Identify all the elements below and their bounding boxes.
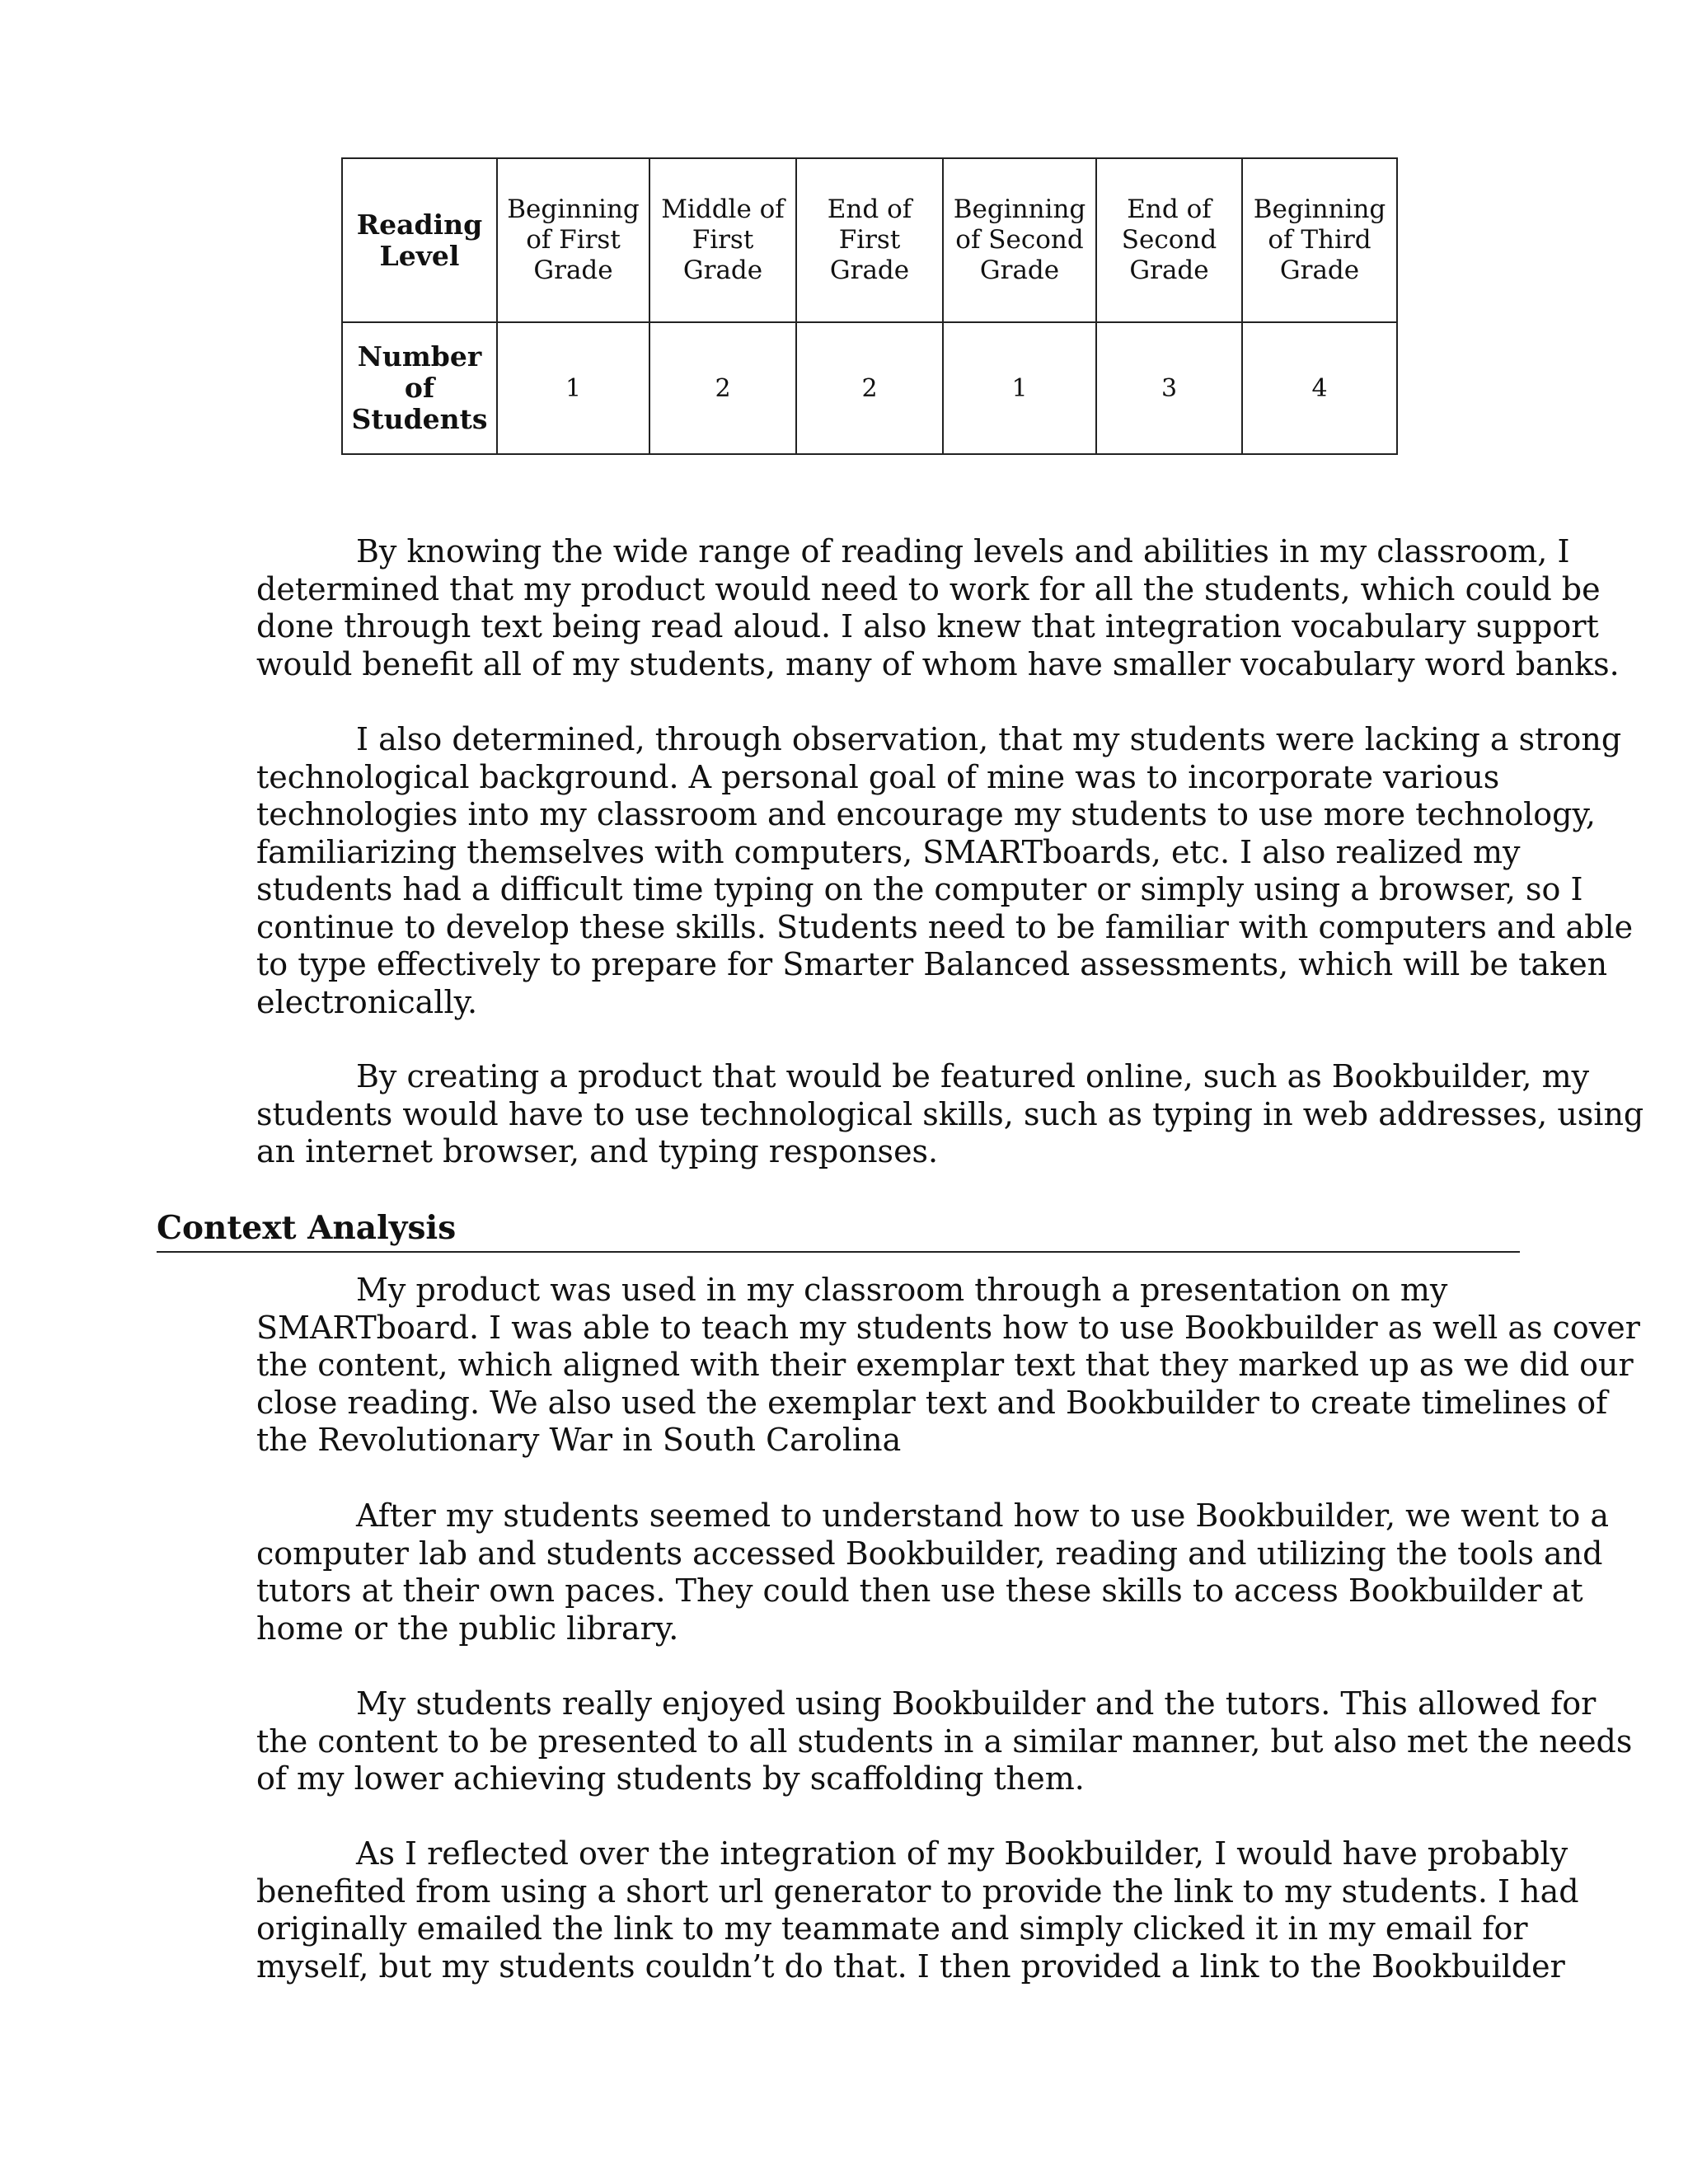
text-line: SMARTboard. I was able to teach my students how to use Bookbuilder as well as cover: [256, 1309, 1640, 1346]
text-line: students had a difficult time typing on the computer or simply using a browser, so I: [256, 871, 1583, 907]
text-line: the content to be presented to all students in a similar manner, but also met the needs: [256, 1722, 1633, 1760]
text-line: home or the public library.: [256, 1610, 679, 1647]
table-cell: Beginning of First Grade: [497, 158, 649, 322]
table-cell: 2: [796, 322, 943, 454]
text-line: students would have to use technological skills, such as typing in web addresses, using: [256, 1095, 1644, 1132]
text-line: tutors at their own paces. They could then use these skills to access Bookbuilder at: [256, 1572, 1583, 1609]
text-line: of my lower achieving students by scaffolding them.: [256, 1760, 1085, 1797]
text-line: My students really enjoyed using Bookbuilder and the tutors. This allowed for: [356, 1685, 1597, 1722]
text-line: would benefit all of my students, many of whom have smaller vocabulary word banks.: [256, 645, 1620, 682]
paragraph-reflection: [256, 1835, 1579, 1985]
row-header-reading-level: Reading Level: [342, 158, 497, 322]
text-line: As I reflected over the integration of my Bookbuilder, I would have probably: [356, 1835, 1568, 1872]
table-cell: 1: [943, 322, 1096, 454]
text-line: After my students seemed to understand how to use Bookbuilder, we went to a: [356, 1497, 1609, 1534]
section-heading: Context Analysis: [157, 1208, 1520, 1253]
paragraph-students-enjoyed: [256, 1685, 1633, 1798]
text-line: technological background. A personal goal of mine was to incorporate various: [256, 758, 1500, 795]
reading-level-table: [341, 157, 1398, 455]
table-cell: 4: [1242, 322, 1397, 454]
text-line: done through text being read aloud. I also knew that integration vocabulary support: [256, 608, 1599, 644]
text-line: electronically.: [256, 983, 478, 1020]
table-cell: End of First Grade: [796, 158, 943, 322]
text-line: My product was used in my classroom through a presentation on my: [356, 1272, 1448, 1308]
text-line: technologies into my classroom and encourage my students to use more technology,: [256, 796, 1596, 832]
paragraph-product-used: [256, 1272, 1640, 1460]
text-line: By knowing the wide range of reading levels and abilities in my classroom, I: [356, 533, 1570, 569]
table-row: [342, 158, 1397, 322]
table-row: [342, 322, 1397, 454]
table-cell: Beginning of Third Grade: [1242, 158, 1397, 322]
text-line: I also determined, through observation, that my students were lacking a strong: [356, 721, 1622, 757]
paragraph-bookbuilder-online: [256, 1058, 1644, 1171]
text-line: myself, but my students couldn’t do that. I then provided a link to the Bookbuilder: [256, 1947, 1565, 1985]
paragraph-reading-levels: [256, 533, 1620, 683]
paragraph-computer-lab: [256, 1497, 1609, 1647]
paragraph-technology-background: [256, 721, 1634, 1021]
text-line: By creating a product that would be featured online, such as Bookbuilder, my: [356, 1058, 1590, 1094]
text-line: originally emailed the link to my teammate and simply clicked it in my email for: [256, 1910, 1528, 1947]
text-line: determined that my product would need to work for all the students, which could be: [256, 570, 1601, 607]
table-cell: 1: [497, 322, 649, 454]
text-line: benefited from using a short url generator to provide the link to my students. I had: [256, 1872, 1579, 1910]
text-line: an internet browser, and typing responses.: [256, 1133, 939, 1169]
table-cell: Beginning of Second Grade: [943, 158, 1096, 322]
row-header-number-of-students: Number of Students: [342, 322, 497, 454]
table-cell: 3: [1096, 322, 1242, 454]
text-line: to type effectively to prepare for Smarter Balanced assessments, which will be taken: [256, 946, 1608, 982]
text-line: close reading. We also used the exemplar text and Bookbuilder to create timelines of: [256, 1384, 1608, 1421]
table-cell: End of Second Grade: [1096, 158, 1242, 322]
text-line: the content, which aligned with their exemplar text that they marked up as we did our: [256, 1347, 1634, 1383]
text-line: computer lab and students accessed Bookbuilder, reading and utilizing the tools and: [256, 1535, 1603, 1572]
table-cell: Middle of First Grade: [649, 158, 796, 322]
text-line: familiarizing themselves with computers, SMARTboards, etc. I also realized my: [256, 833, 1521, 870]
text-line: continue to develop these skills. Students need to be familiar with computers and able: [256, 908, 1634, 945]
text-line: the Revolutionary War in South Carolina: [256, 1422, 902, 1458]
table-cell: 2: [649, 322, 796, 454]
